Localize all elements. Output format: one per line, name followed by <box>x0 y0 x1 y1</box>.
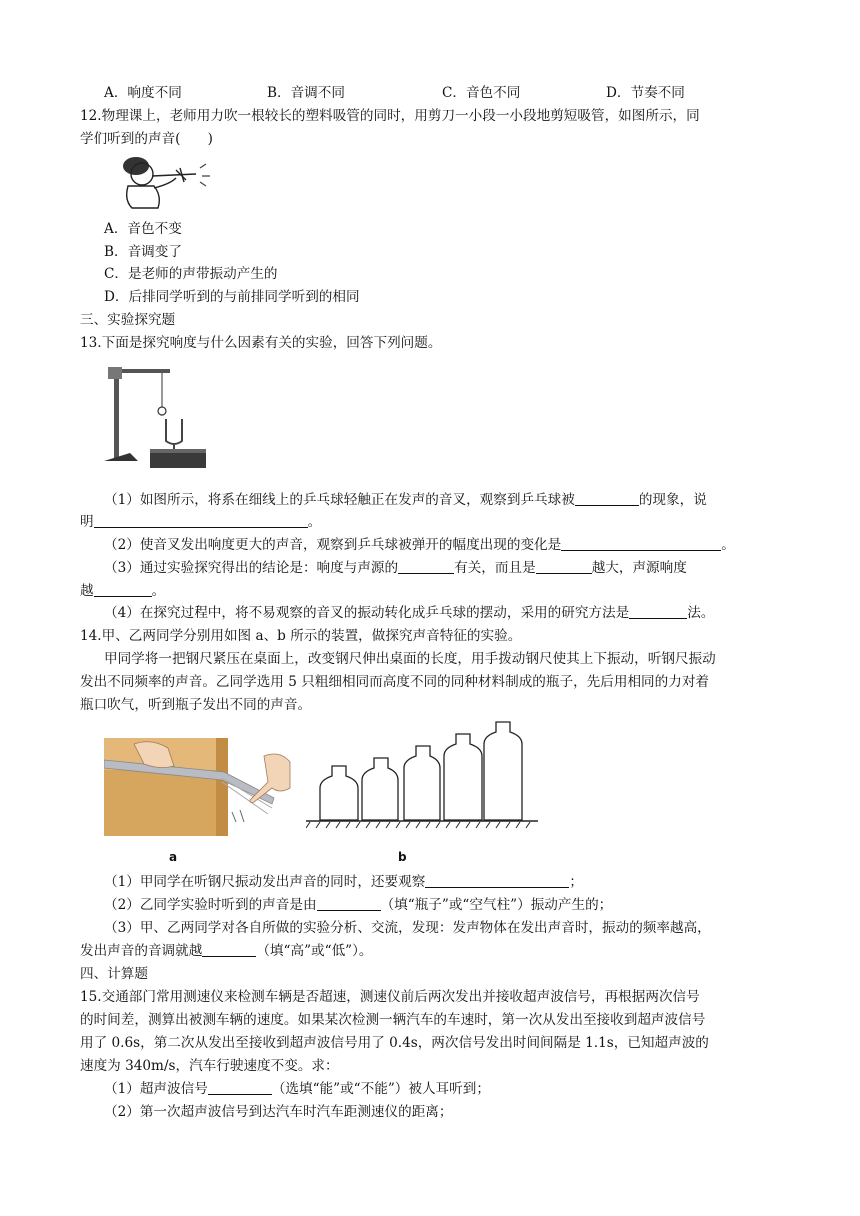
q14-part3-line1: （3）甲、乙两同学对各自所做的实验分析、交流，发现：发声物体在发出声音时，振动的频率越高， <box>104 920 711 936</box>
bottle-5 <box>484 722 522 820</box>
q13-part3-line2 <box>80 581 165 601</box>
q12-stem-line2: 学们听到的声音( ) <box>80 131 213 147</box>
q14-part3-line2 <box>80 941 373 961</box>
ping-pong-ball <box>158 407 166 415</box>
q14-part1-text-a: （1）甲同学在听钢尺振动发出声音的同时，还要观察 <box>104 874 426 890</box>
figure-b-label: b <box>398 850 407 864</box>
q13-part1-text-a: （1）如图所示，将系在细线上的乒乓球轻触正在发声的音叉，观察到乒乓球被 <box>104 492 575 508</box>
tuning-fork <box>166 419 182 444</box>
q13-part2-blank[interactable] <box>561 536 721 551</box>
q14-paragraph-line2: 发出不同频率的声音。乙同学选用 5 只粗细相同而高度不同的同种材料制成的瓶子，先后用相同的力对着 <box>80 674 710 690</box>
q11-option-d[interactable]: D．节奏不同 <box>606 85 685 101</box>
q13-part2-text-a: （2）使音叉发出响度更大的声音，观察到乒乓球被弹开的幅度出现的变化是 <box>104 537 562 553</box>
q13-part2-text-b: 。 <box>721 537 735 553</box>
q15-line3: 用了 0.6s，第二次从发出至接收到超声波信号用了 0.4s，两次信号发出时间间隔是 1.1s，已知超声波的 <box>80 1035 709 1051</box>
q13-part3-text-a: （3）通过实验探究得出的结论是：响度与声源的 <box>104 560 399 576</box>
q13-part3-text-d: 越 <box>80 583 94 599</box>
figure-a-label: a <box>169 850 178 864</box>
q13-part1-line2 <box>80 512 321 532</box>
q14-stem: 14.甲、乙两同学分别用如图 a、b 所示的装置，做探究声音特征的实验。 <box>80 628 522 644</box>
q14-part3-blank[interactable] <box>202 942 256 957</box>
q13-part4 <box>104 603 714 623</box>
q14-part2-blank[interactable] <box>317 896 381 911</box>
bottle-3 <box>404 746 440 820</box>
q12-stem-line1: 12.物理课上，老师用力吹一根较长的塑料吸管的同时，用剪刀一小段一小段地剪短吸管，如图所示，同 <box>80 108 700 124</box>
q13-part2 <box>104 535 735 555</box>
sound-marks <box>200 164 210 186</box>
q15-line1: 15.交通部门常用测速仪来检测车辆是否超速，测速仪前后两次发出并接收超声波信号，再根据两次信号 <box>80 989 700 1005</box>
bottle-4 <box>444 734 482 820</box>
q13-part4-text-a: （4）在探究过程中，将不易观察的音叉的振动转化成乒乓球的摆动，采用的研究方法是 <box>104 605 630 621</box>
desk-side <box>104 770 222 836</box>
q14-part2-text-a: （2）乙同学实验时听到的声音是由 <box>104 897 317 913</box>
arm <box>154 178 176 188</box>
section3-title: 三、实验探究题 <box>80 312 176 328</box>
bottle-2 <box>362 758 398 820</box>
q12-option-a[interactable]: A．音色不变 <box>104 221 182 237</box>
q13-stem: 13.下面是探究响度与什么因素有关的实验，回答下列问题。 <box>80 335 442 351</box>
clamp <box>108 367 122 379</box>
tuning-fork-apparatus-figure <box>100 361 212 471</box>
q14-paragraph-line3: 瓶口吹气，听到瓶子发出不同的声音。 <box>80 697 312 713</box>
q13-part1-text-b: 的现象，说 <box>638 492 707 508</box>
q12-option-d[interactable]: D．后排同学听到的与前排同学听到的相同 <box>104 289 360 305</box>
q13-part3-blank1[interactable] <box>398 559 454 574</box>
q15-line4: 速度为 340m/s，汽车行驶速度不变。求： <box>80 1058 339 1074</box>
q11-option-a[interactable]: A．响度不同 <box>104 85 182 101</box>
stand-rod <box>114 367 119 459</box>
q11-option-c[interactable]: C．音色不同 <box>442 85 521 101</box>
q13-part3-text-b: 有关，而且是 <box>454 560 536 576</box>
section4-title: 四、计算题 <box>80 966 148 982</box>
resonance-box-top <box>150 449 206 453</box>
straw <box>152 174 196 176</box>
q12-option-c[interactable]: C．是老师的声带振动产生的 <box>104 266 278 282</box>
q13-part1-blank1[interactable] <box>575 491 639 506</box>
hair <box>123 157 149 175</box>
q13-part4-text-b: 法。 <box>687 605 715 621</box>
q11-option-b[interactable]: B．音调不同 <box>267 85 345 101</box>
q15-part1-blank[interactable] <box>208 1080 272 1095</box>
q14-part2-text-b: （填“瓶子”或“空气柱”）振动产生的； <box>380 897 613 913</box>
figure-b-bottles <box>306 716 538 830</box>
ground-hatching <box>306 822 530 828</box>
q13-part3-text-c: 越大，声源响度 <box>591 560 687 576</box>
q13-part1-blank2[interactable] <box>94 513 308 528</box>
resonance-box <box>150 452 206 468</box>
desk-leg <box>216 738 228 836</box>
q14-part3-text-b: 发出声音的音调就越 <box>80 943 203 959</box>
q13-part1-text-d: 。 <box>307 514 322 530</box>
q14-part3-text-c: （填“高”或“低”）。 <box>256 943 373 959</box>
q14-part1 <box>104 872 583 892</box>
q12-option-b[interactable]: B．音调变了 <box>104 244 182 260</box>
body <box>127 186 160 208</box>
figure-a-ruler-on-desk <box>104 738 294 836</box>
q15-part1-text-a: （1）超声波信号 <box>104 1081 208 1097</box>
q14-part1-text-b: ； <box>569 874 583 890</box>
q14-part1-blank[interactable] <box>425 873 569 888</box>
q13-part4-blank[interactable] <box>629 604 687 619</box>
q13-part3-line1 <box>104 558 687 578</box>
q13-part3-blank2[interactable] <box>536 559 592 574</box>
q15-line2: 的时间差，测算出被测车辆的速度。如果某次检测一辆汽车的车速时，第一次从发出至接收到超声波信号 <box>80 1012 706 1028</box>
q13-part1-text-c: 明 <box>80 514 94 530</box>
bottle-1 <box>320 766 358 820</box>
stand-base <box>104 453 138 461</box>
q15-part2: （2）第一次超声波信号到达汽车时汽车距测速仪的距离； <box>104 1104 453 1120</box>
q14-paragraph-line1: 甲同学将一把钢尺紧压在桌面上，改变钢尺伸出桌面的长度，用手拨动钢尺使其上下振动，听钢尺振动 <box>104 651 716 667</box>
q14-part2 <box>104 895 612 915</box>
q15-part1 <box>104 1079 490 1099</box>
q15-part1-text-b: （选填“能”或“不能”）被人耳听到； <box>271 1081 490 1097</box>
q13-part1-line1 <box>104 490 707 510</box>
teacher-blowing-straw-figure <box>114 150 218 210</box>
q13-part3-blank3[interactable] <box>94 582 152 597</box>
q13-part3-text-e: 。 <box>151 583 166 599</box>
